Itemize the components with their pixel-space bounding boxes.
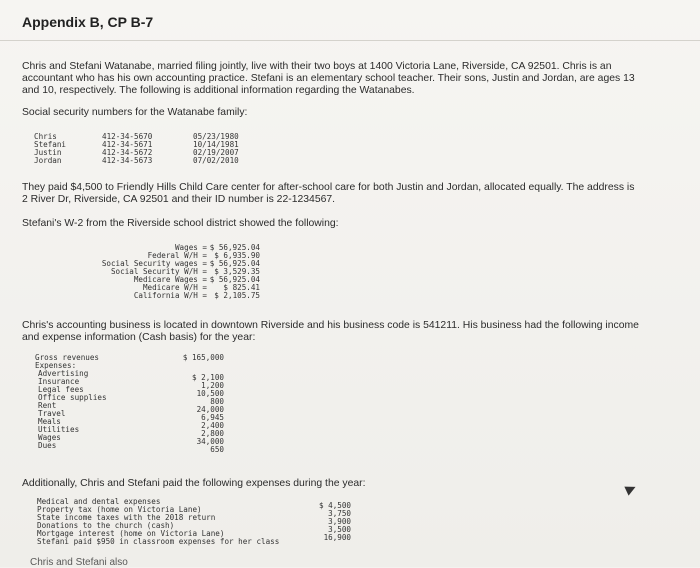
family-dob: 07/02/2010 [193, 156, 239, 165]
expense-label: Utilities [38, 425, 80, 434]
family-dob: 02/19/2007 [193, 148, 239, 157]
expense-value: 1,200 [201, 381, 224, 390]
expense-label: Wages [38, 433, 61, 442]
intro-line-1: Chris and Stefani Watanabe, married filing jointly, live with their two boys at 1400 Victoria Lane, Riverside, CA 92501. Chris is an [22, 61, 612, 72]
expense-value: 24,000 [196, 405, 224, 414]
family-name: Jordan [34, 156, 62, 165]
w2-label: Federal W/H = [147, 251, 207, 260]
page-title: Appendix B, CP B-7 [22, 14, 154, 30]
w2-label: California W/H = [133, 291, 207, 300]
expense-value: 2,400 [201, 421, 224, 430]
expense-value: 800 [210, 397, 224, 406]
expense-label: Insurance [38, 377, 80, 386]
ssn-heading: Social security numbers for the Watanabe family: [22, 107, 248, 118]
intro-line-2: accountant who has his own accounting practice. Stefani is an elementary school teacher. Their sons, Justin and Jordan, are ages 13 [22, 73, 635, 84]
mouse-cursor-icon [624, 482, 637, 495]
w2-label: Medicare W/H = [142, 283, 207, 292]
w2-label: Medicare Wages = [133, 275, 207, 284]
additional-value: 3,900 [328, 517, 351, 526]
w2-label: Social Security W/H = [110, 267, 207, 276]
expense-label: Meals [38, 417, 61, 426]
family-name: Justin [34, 148, 62, 157]
business-line-2: and expense information (Cash basis) for the year: [22, 332, 256, 343]
expense-label: Rent [38, 401, 57, 410]
family-dob: 10/14/1981 [193, 140, 239, 149]
expense-value: 2,800 [201, 429, 224, 438]
family-ssn: 412-34-5672 [102, 148, 153, 157]
expense-label: Office supplies [38, 393, 107, 402]
additional-label: Stefani paid $950 in classroom expenses for her class [37, 537, 280, 546]
additional-value: 3,500 [328, 525, 351, 534]
w2-heading: Stefani's W-2 from the Riverside school district showed the following: [22, 218, 339, 229]
w2-value: $ 2,105.75 [214, 291, 260, 300]
business-line-1: Chris's accounting business is located in downtown Riverside and his business code is 541211. His business had the following income [22, 320, 639, 331]
w2-value: $ 56,925.04 [209, 275, 260, 284]
w2-value: $ 56,925.04 [209, 259, 260, 268]
expense-label: Travel [38, 409, 66, 418]
expense-label: Legal fees [38, 385, 84, 394]
gross-revenues-value: $ 165,000 [182, 353, 224, 362]
additional-heading: Additionally, Chris and Stefani paid the following expenses during the year: [22, 478, 366, 489]
expense-value: 34,000 [196, 437, 224, 446]
expenses-label: Expenses: [35, 361, 77, 370]
additional-label: State income taxes with the 2018 return [37, 513, 216, 522]
title-divider [0, 40, 700, 41]
expense-value: $ 2,100 [191, 373, 224, 382]
family-name: Stefani [34, 140, 67, 149]
family-name: Chris [34, 132, 57, 141]
expense-label: Dues [38, 441, 57, 450]
expense-value: 6,945 [201, 413, 224, 422]
childcare-line-1: They paid $4,500 to Friendly Hills Child Care center for after-school care for both Justin and Jordan, allocated equally. The address is [22, 182, 635, 193]
w2-value: $ 6,935.90 [214, 251, 260, 260]
family-ssn: 412-34-5671 [102, 140, 153, 149]
family-ssn: 412-34-5673 [102, 156, 153, 165]
expense-value: 10,500 [196, 389, 224, 398]
family-ssn: 412-34-5670 [102, 132, 153, 141]
additional-value: 16,900 [323, 533, 351, 542]
gross-revenues-label: Gross revenues [35, 353, 100, 362]
additional-label: Mortgage interest (home on Victoria Lane) [37, 529, 225, 538]
cutoff-text: Chris and Stefani also [30, 557, 128, 568]
family-dob: 05/23/1980 [193, 132, 239, 141]
w2-value: $ 825.41 [223, 283, 260, 292]
w2-value: $ 3,529.35 [214, 267, 260, 276]
childcare-line-2: 2 River Dr, Riverside, CA 92501 and their ID number is 22-1234567. [22, 194, 336, 205]
expense-value: 650 [210, 445, 224, 454]
additional-label: Property tax (home on Victoria Lane) [37, 505, 202, 514]
expense-label: Advertising [38, 369, 89, 378]
w2-label: Wages = [174, 243, 207, 252]
w2-value: $ 56,925.04 [209, 243, 260, 252]
additional-label: Medical and dental expenses [37, 497, 161, 506]
additional-label: Donations to the church (cash) [37, 521, 175, 530]
w2-label: Social Security wages = [101, 259, 207, 268]
additional-value: $ 4,500 [318, 501, 351, 510]
additional-value: 3,750 [328, 509, 351, 518]
intro-line-3: and 10, respectively. The following is additional information regarding the Watanabes. [22, 85, 415, 96]
